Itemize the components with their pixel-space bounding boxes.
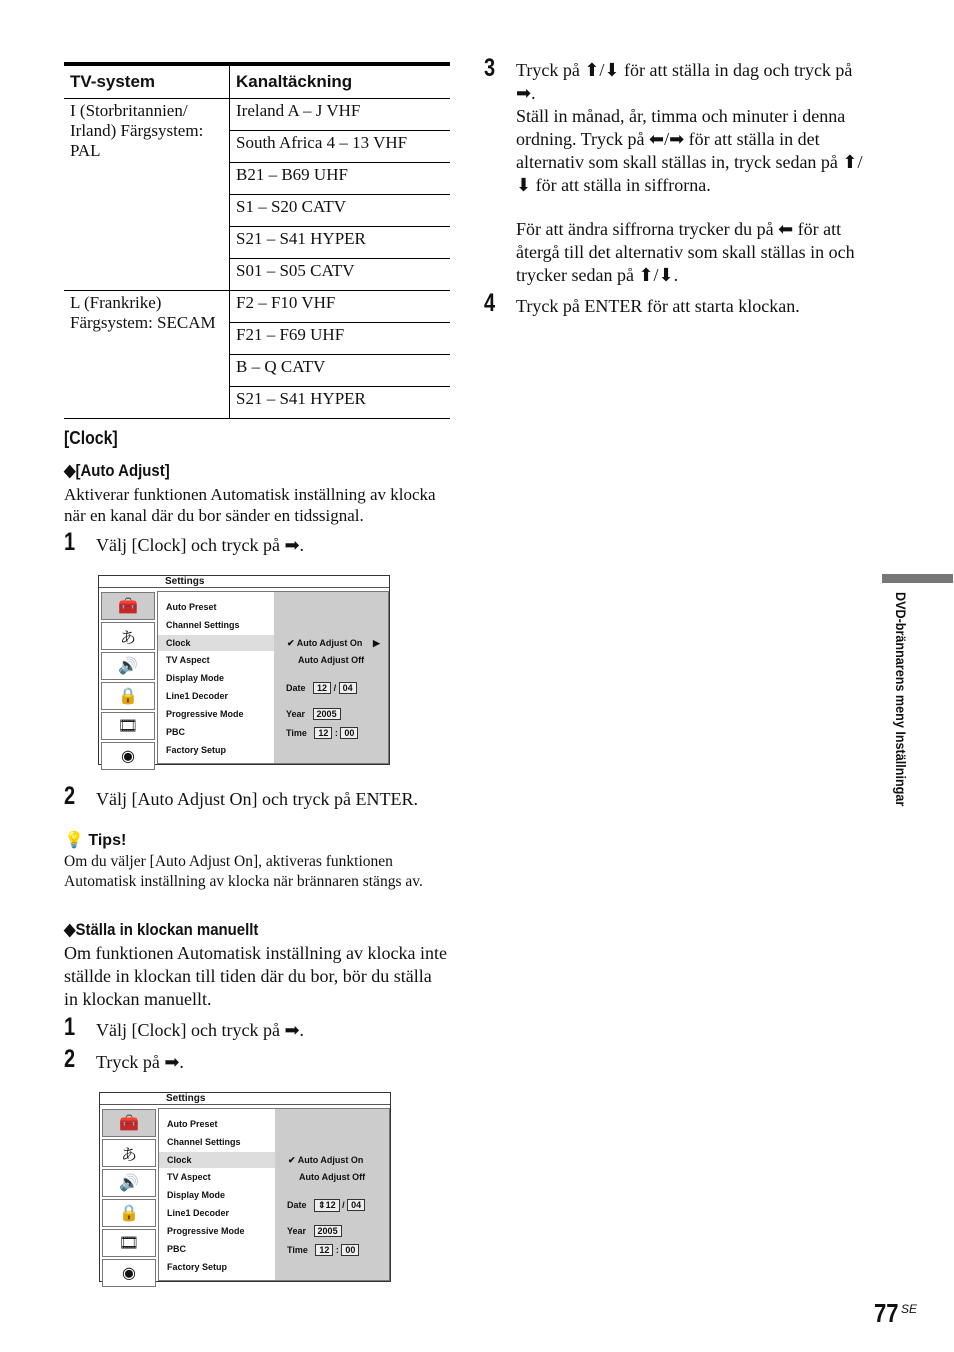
table-cell: S21 – S41 HYPER <box>230 227 451 259</box>
time-hour: 12 <box>315 1244 333 1256</box>
divider <box>100 1104 390 1105</box>
time-row <box>287 1244 359 1256</box>
date-day: 12 <box>313 682 331 694</box>
page-suffix: SE <box>901 1302 918 1316</box>
menu-item: PBC <box>166 727 186 737</box>
menu-item: Display Mode <box>167 1190 226 1200</box>
table-cell: F21 – F69 UHF <box>230 323 451 355</box>
auto-adjust-desc: Aktiverar funktionen Automatisk inställning av klocka när en kanal där du bor sänder en tidssignal. <box>64 485 436 525</box>
date-label: Date <box>286 683 306 693</box>
time-sep: : <box>335 1245 339 1255</box>
menu-item: Factory Setup <box>166 745 227 755</box>
step-number: 2 <box>64 782 76 810</box>
date-row <box>287 1199 365 1212</box>
divider <box>99 587 389 588</box>
option-auto-on: ✔ Auto Adjust On <box>287 638 363 648</box>
table-cell-system: L (Frankrike) Färgsystem: SECAM <box>64 291 230 419</box>
table-cell: South Africa 4 – 13 VHF <box>230 131 451 163</box>
menu-item: Progressive Mode <box>167 1226 245 1236</box>
step-text: Tryck på ➡. <box>96 1052 184 1072</box>
manual-desc: Om funktionen Automatisk inställning av klocka inte ställde in klockan till tiden där du bor, bör du ställa in klockan manuellt. <box>64 943 447 1009</box>
settings-menu <box>158 1108 390 1281</box>
table-header-system: TV-system <box>64 64 230 99</box>
icon-column <box>101 592 155 765</box>
settings-screen <box>99 1092 391 1282</box>
screen-title: Settings <box>166 1093 206 1104</box>
side-tab-bar <box>882 574 953 583</box>
date-sep: / <box>342 1200 345 1210</box>
time-hour: 12 <box>314 727 332 739</box>
film-icon: 🎞 <box>102 1229 156 1257</box>
screen-title: Settings <box>165 576 205 587</box>
tips-heading <box>64 830 126 850</box>
table-cell: F2 – F10 VHF <box>230 291 451 323</box>
step-number: 4 <box>484 289 496 317</box>
step-number: 3 <box>484 54 496 82</box>
table-cell: Ireland A – J VHF <box>230 99 451 131</box>
menu-item: Auto Preset <box>167 1119 218 1129</box>
lightbulb-icon: 💡 <box>64 832 84 849</box>
time-label: Time <box>286 728 307 738</box>
year-label: Year <box>286 709 306 719</box>
step-text: Välj [Auto Adjust On] och tryck på ENTER. <box>96 789 418 809</box>
speaker-icon: 🔊 <box>102 1169 156 1197</box>
menu-item: Factory Setup <box>167 1262 228 1272</box>
step-text: Ställ in månad, år, timma och minuter i denna ordning. Tryck på ⬅/➡ för att ställa in det alternativ som skall ställas in, tryck sedan på ⬆/⬇ för att ställa in siffrorna. <box>516 106 863 195</box>
clock-heading: [Clock] <box>64 428 118 448</box>
menu-item: TV Aspect <box>166 655 210 665</box>
year-value: 2005 <box>314 1225 342 1237</box>
speaker-icon: 🔊 <box>101 652 155 680</box>
time-minute: 00 <box>341 1244 359 1256</box>
menu-item: Line1 Decoder <box>166 691 229 701</box>
year-label: Year <box>287 1226 307 1236</box>
option-auto-off: Auto Adjust Off <box>298 655 365 665</box>
menu-item: Line1 Decoder <box>167 1208 230 1218</box>
year-value: 2005 <box>313 708 341 720</box>
step-number: 2 <box>64 1045 76 1073</box>
step-number: 1 <box>64 1013 76 1041</box>
menu-item-selected: Clock <box>159 1152 275 1168</box>
time-row <box>286 727 358 739</box>
date-label: Date <box>287 1200 307 1210</box>
table-cell: B – Q CATV <box>230 355 451 387</box>
table-cell-system: I (Storbritannien/ Irland) Färgsystem: PAL <box>64 99 230 291</box>
table-cell: S21 – S41 HYPER <box>230 387 451 419</box>
menu-item: Channel Settings <box>166 620 240 630</box>
tips-label: Tips! <box>88 832 127 849</box>
disc-icon: ◉ <box>102 1259 156 1287</box>
language-icon: あ <box>101 622 155 650</box>
manual-heading: ◆Ställa in klockan manuellt <box>64 920 259 939</box>
date-month: 04 <box>347 1199 365 1211</box>
tv-system-table <box>64 62 450 419</box>
film-icon: 🎞 <box>101 712 155 740</box>
icon-column <box>102 1109 156 1282</box>
lock-icon: 🔒 <box>101 682 155 710</box>
step-number: 1 <box>64 528 76 556</box>
toolbox-icon: 🧰 <box>102 1109 156 1137</box>
step-text: För att ändra siffrorna trycker du på ⬅ för att återgå till det alternativ som skall ställas in och trycker sedan på ⬆/⬇. <box>516 219 855 285</box>
time-label: Time <box>287 1245 308 1255</box>
table-cell: B21 – B69 UHF <box>230 163 451 195</box>
menu-item: Channel Settings <box>167 1137 241 1147</box>
step-text: Tryck på ⬆/⬇ för att ställa in dag och tryck på ➡. <box>516 60 853 103</box>
time-minute: 00 <box>340 727 358 739</box>
side-section-label: DVD-brännarens meny Inställningar <box>893 592 909 807</box>
menu-item-selected: Clock <box>158 635 274 651</box>
language-icon: あ <box>102 1139 156 1167</box>
table-cell: S01 – S05 CATV <box>230 259 451 291</box>
year-row <box>287 1225 342 1237</box>
date-sep: / <box>333 683 337 693</box>
date-row <box>286 682 357 694</box>
menu-item: TV Aspect <box>167 1172 211 1182</box>
table-cell: S1 – S20 CATV <box>230 195 451 227</box>
page-number: 77 <box>874 1298 899 1328</box>
year-row <box>286 708 341 720</box>
tips-text: Om du väljer [Auto Adjust On], aktiveras funktionen Automatisk inställning av klocka när brännaren stängs av. <box>64 853 423 890</box>
toolbox-icon: 🧰 <box>101 592 155 620</box>
lock-icon: 🔒 <box>102 1199 156 1227</box>
step-text: Tryck på ENTER för att starta klockan. <box>516 296 800 316</box>
menu-item: Display Mode <box>166 673 225 683</box>
disc-icon: ◉ <box>101 742 155 770</box>
menu-item: Auto Preset <box>166 602 217 612</box>
date-day-selected: ⇕12 <box>314 1199 340 1212</box>
option-auto-off: Auto Adjust Off <box>299 1172 366 1182</box>
time-sep: : <box>334 728 338 738</box>
step-text: Välj [Clock] och tryck på ➡. <box>96 1020 305 1040</box>
menu-item: Progressive Mode <box>166 709 244 719</box>
arrow-right-icon: ▶ <box>373 638 380 648</box>
step-text: Välj [Clock] och tryck på ➡. <box>96 535 305 555</box>
auto-adjust-heading: ◆[Auto Adjust] <box>64 461 170 480</box>
settings-screen <box>98 575 390 765</box>
menu-item: PBC <box>167 1244 187 1254</box>
option-auto-on: ✔ Auto Adjust On <box>288 1155 364 1165</box>
settings-menu <box>157 591 389 764</box>
date-month: 04 <box>339 682 357 694</box>
table-header-channels: Kanaltäckning <box>230 64 451 99</box>
